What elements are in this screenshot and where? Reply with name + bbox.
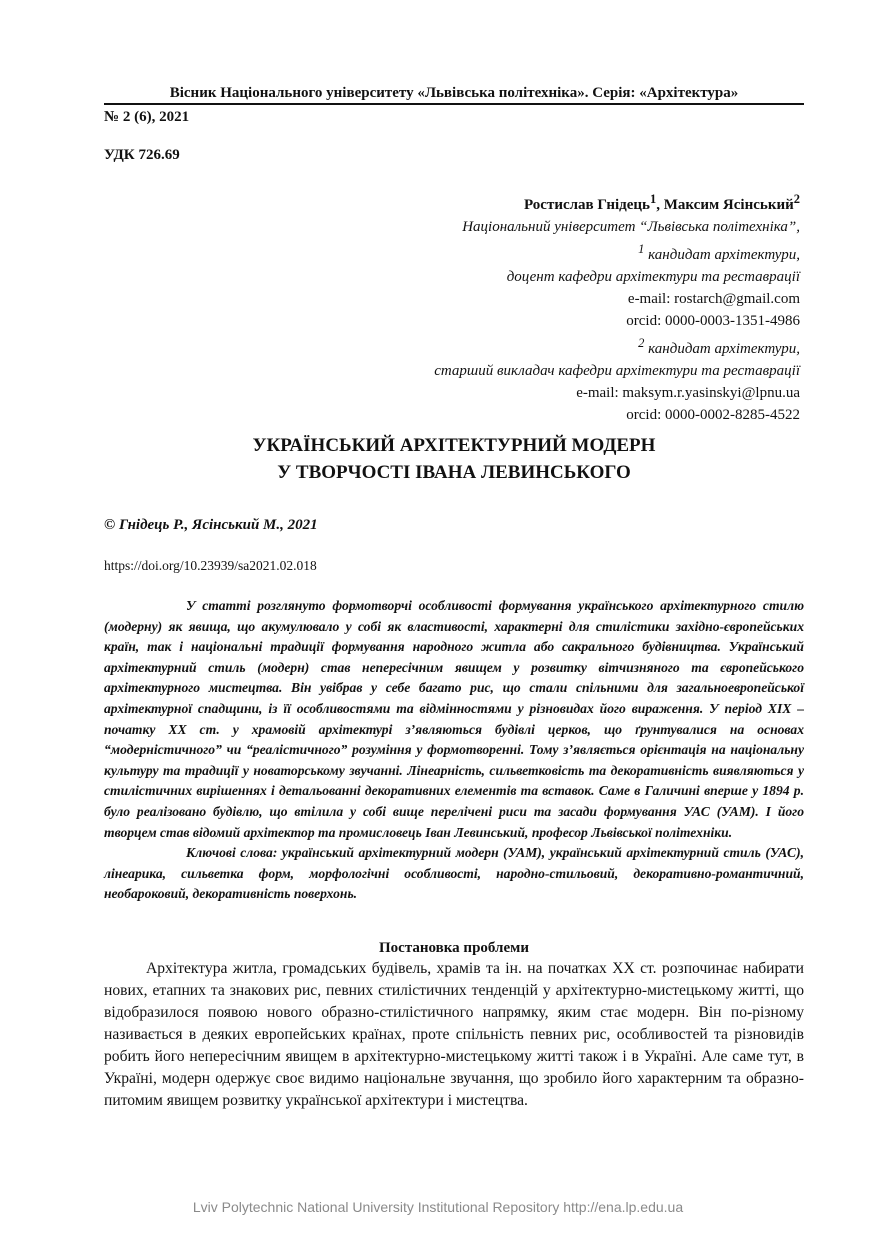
abstract bbox=[104, 596, 804, 905]
udk-code: УДК 726.69 bbox=[104, 147, 180, 163]
author-2-degree-marker: 2 bbox=[638, 336, 645, 350]
author-2-orcid: orcid: 0000-0002-8285-4522 bbox=[626, 407, 800, 423]
title-line-2: У ТВОРЧОСТІ ІВАНА ЛЕВИНСЬКОГО bbox=[277, 462, 631, 483]
author-1-degree-marker: 1 bbox=[638, 242, 645, 256]
author-separator: , bbox=[656, 197, 664, 213]
author-2-degree bbox=[280, 332, 800, 360]
author-names bbox=[280, 188, 800, 216]
issue-number: № 2 (6), 2021 bbox=[104, 109, 190, 125]
abstract-text: У статті розглянуто формотворчі особливості формування українського архітектурного стилю (модерну) як явища, що акумулювало у собі як властивості, характерні для стилістики західно-європейських країн, так і національні традиції формування народного житла або сакрального будівництва. Український архітектурний стиль (модерн) став непересічним явищем у розвитку вітчизняного та європейського архітектурного мистецтва. Він увібрав у себе багато рис, що стали спільними для загальноевропейської архітектурної спадщини, із її особливостями та відмінностями у різновидах його вираження. У період XIX – початку XX ст. у храмовій архітектурі з’являються будівлі церков, що ґрунтувалися на основах “модерністичного” чи “реалістичного” розуміння у формотворенні. Тому з’являється орієнтація на національну культуру та традиції у новаторському звучанні. Лінеарність, сильветковість та декоративність виявляються у стилістичних вирішеннях і детальованні декоративних елементів та вставок. Саме в Галичині вперше у 1894 р. було реалізовано будівлю, що втілила у собі вище перелічені риси та засади формування УАС (УАМ). І його творцем став відомий архітектор та промисловець Іван Левинський, професор Львівської політехніки. bbox=[104, 598, 804, 840]
authors-block bbox=[280, 188, 800, 426]
author-1-degree bbox=[280, 238, 800, 266]
author-1-name: Ростислав Гнідець bbox=[524, 197, 650, 213]
author-1-orcid: orcid: 0000-0003-1351-4986 bbox=[626, 313, 800, 329]
author-1-marker: 1 bbox=[649, 192, 657, 206]
body-text bbox=[104, 958, 804, 1112]
body-paragraph: Архітектура житла, громадських будівель, храмів та ін. на початках XX ст. розпочинає набирати нових, етапних та знакових рис, певних стилістичних тенденцій у архітектурно-мистецькому житті, що відобразилося появою нового образно-стилістичного напрямку, яким стає модерн. Він по-різному називається в деяких европейських країнах, проте спільність певних рис, особливостей та різновидів робить його непересічним явищем в архітектурно-мистецькому житті також і в Україні. Але саме тут, в Україні, модерн одержує своє видимо національне звучання, що зробило його характерним та образно-питомим явищем розвитку української архітектури і мистецтва. bbox=[104, 960, 804, 1109]
footer-repository: Lviv Polytechnic National University Institutional Repository http://ena.lp.edu.ua bbox=[192, 1199, 684, 1215]
author-2-email: e-mail: maksym.r.yasinskyi@lpnu.ua bbox=[576, 385, 800, 401]
header-rule bbox=[104, 103, 804, 105]
author-2-position: старший викладач кафедри архітектури та реставрації bbox=[434, 363, 800, 379]
affiliation: Національний університет “Львівська політехніка”, bbox=[462, 219, 800, 235]
author-2-degree-text: кандидат архітектури, bbox=[644, 341, 800, 357]
author-1-email: e-mail: rostarch@gmail.com bbox=[627, 291, 800, 307]
doi-link[interactable]: https://doi.org/10.23939/sa2021.02.018 bbox=[104, 558, 317, 573]
copyright-line: © Гнідець Р., Ясінський М., 2021 bbox=[104, 517, 318, 533]
article-title bbox=[104, 432, 804, 486]
title-line-1: УКРАЇНСЬКИЙ АРХІТЕКТУРНИЙ МОДЕРН bbox=[252, 435, 656, 456]
author-2-marker: 2 bbox=[793, 192, 800, 206]
author-1-position: доцент кафедри архітектури та реставрації bbox=[506, 269, 800, 285]
author-1-degree-text: кандидат архітектури, bbox=[644, 247, 800, 263]
author-2-name: Максим Ясінський bbox=[663, 197, 794, 213]
journal-header: Вісник Національного університету «Львівська політехніка». Серія: «Архітектура» bbox=[169, 85, 739, 101]
section-title: Постановка проблеми bbox=[379, 940, 529, 956]
keywords: Ключові слова: український архітектурний модерн (УАМ), український архітектурний стиль (УАС), лінеарика, сильветка форм, морфологічні особливості, народно-стильовий, декоративно-романтичний, необароковий, декоративність поверхонь. bbox=[104, 845, 804, 902]
